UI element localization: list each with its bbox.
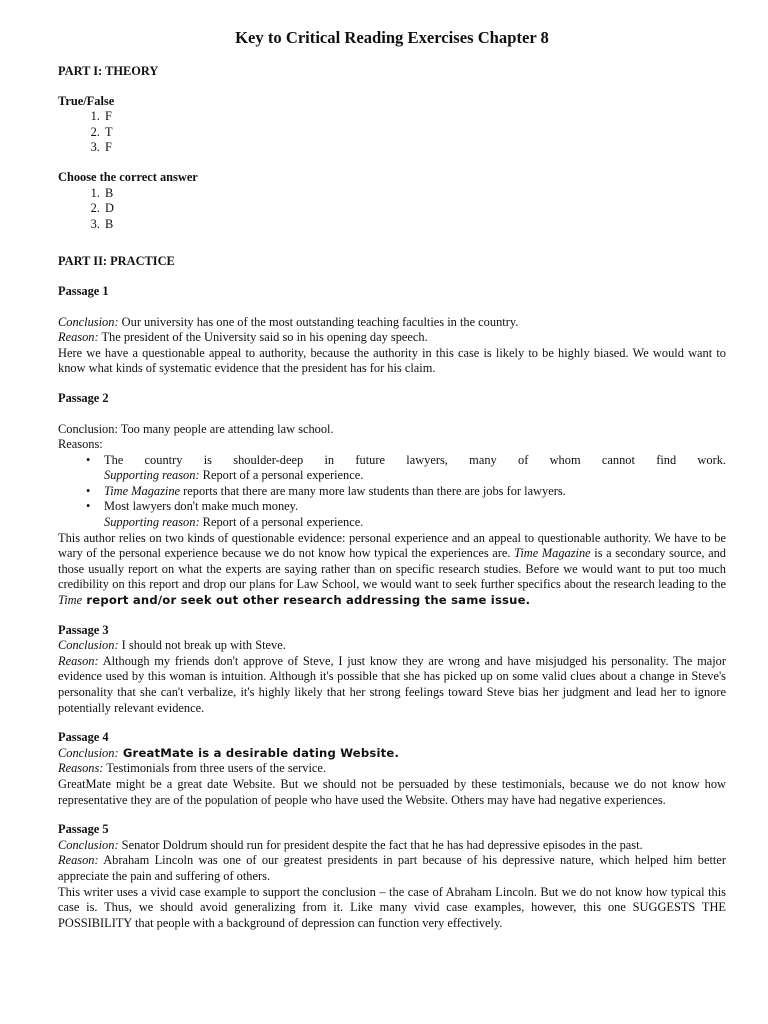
passage1-body: Here we have a questionable appeal to authority, because the authority in this case is likely to be highly biased. We would want to know what kinds of systematic evidence that the president has for his claim. xyxy=(58,345,726,376)
reason-text: The president of the University said so in his opening day speech. xyxy=(98,330,428,345)
tf-answer-2: 2. T xyxy=(103,125,726,141)
conclusion-text: Our university has one of the most outstanding teaching faculties in the country. xyxy=(118,314,519,329)
passage5-reason xyxy=(58,853,726,884)
passage1-heading: Passage 1 xyxy=(58,283,109,298)
passage5-heading: Passage 5 xyxy=(58,822,109,837)
tf-answer-1: 1. F xyxy=(103,109,726,125)
supporting-reason xyxy=(104,515,726,531)
magazine-name: Time Magazine xyxy=(514,546,591,561)
supporting-reason-label: Supporting reason: xyxy=(104,468,200,483)
passage3-heading: Passage 3 xyxy=(58,622,109,637)
passage4-reasons xyxy=(58,761,726,777)
magazine-name: Time xyxy=(58,593,83,608)
bullet-icon: • xyxy=(86,483,91,498)
reason-text: Although my friends don't approve of Steve, I just know they are wrong and have misjudged his personality. The major evidence used by this woman is intuition. Although it's possible that she has picked up on some valid clues about a change in Steve's personality that she can't verbalize, it's highly likely that her strong feelings toward Steve bias her judgment and lead her to ignore potentially relevant evidence. xyxy=(58,653,726,715)
conclusion-label: Conclusion: xyxy=(58,314,119,329)
body-text: is a secondary source, and those usually report on what the experts are saying rather than on specific research studies. Before we would want to put too much credibility on this report and drop our plans for Law School, we would want to seek further specifics about the research leading to the xyxy=(58,546,726,592)
body-text: This author relies on two kinds of questionable evidence: personal experience and an appeal to questionable authority. We have to be wary of the personal experience because we do not know how typical the experiences are. xyxy=(58,530,726,561)
passage3-conclusion xyxy=(58,638,726,654)
supporting-reason-text: Report of a personal experience. xyxy=(199,515,364,530)
passage2-reasons-label: Reasons: xyxy=(58,437,103,452)
passage2-reasons-list xyxy=(58,453,726,531)
part2-heading: PART II: PRACTICE xyxy=(58,254,175,269)
reason-text: Most lawyers don't make much money. xyxy=(104,499,299,514)
multiple-choice-answers xyxy=(58,186,726,233)
list-item xyxy=(86,499,726,530)
passage2-body xyxy=(58,531,726,609)
mc-answer-2: 2. D xyxy=(103,201,726,217)
conclusion-label: Conclusion: xyxy=(58,638,119,653)
list-item xyxy=(86,483,726,500)
conclusion-label: Conclusion: xyxy=(58,745,119,760)
document-page xyxy=(58,24,726,931)
passage4-heading: Passage 4 xyxy=(58,730,109,745)
tf-answer-3: 3. F xyxy=(103,140,726,156)
passage3-reason xyxy=(58,654,726,716)
reason-text: Abraham Lincoln was one of our greatest presidents in part because of his depressive nature, which helped him better appreciate the pain and suffering of others. xyxy=(58,853,726,883)
conclusion-text: Senator Doldrum should run for president despite the fact that he has had depressive episodes in the past. xyxy=(118,837,643,852)
passage4-body: GreatMate might be a great date Website. But we should not be persuaded by these testimonials, because we do not know how representative they are of the population of people who have used the Website. Others may have had negative experiences. xyxy=(58,776,726,807)
true-false-answers xyxy=(58,109,726,156)
document-title: Key to Critical Reading Exercises Chapter 8 xyxy=(235,28,549,47)
bullet-icon: • xyxy=(86,499,91,514)
mc-answer-3: 3. B xyxy=(103,217,726,233)
mc-answer-1: 1. B xyxy=(103,186,726,202)
true-false-heading: True/False xyxy=(58,93,115,108)
passage2-heading: Passage 2 xyxy=(58,390,109,405)
passage4-conclusion xyxy=(58,746,726,762)
reason-label: Reason: xyxy=(58,853,99,868)
conclusion-text: I should not break up with Steve. xyxy=(118,638,286,653)
reason-text: reports that there are many more law students than there are jobs for lawyers. xyxy=(180,483,566,498)
passage2-conclusion: Conclusion: Too many people are attending law school. xyxy=(58,421,334,436)
supporting-reason-text: Report of a personal experience. xyxy=(199,468,364,483)
supporting-reason-label: Supporting reason: xyxy=(104,515,200,530)
reason-label: Reason: xyxy=(58,653,99,668)
passage5-conclusion xyxy=(58,838,726,854)
reason-text: The country is shoulder-deep in future lawyers, many of whom cannot find work. xyxy=(104,452,726,467)
reason-label: Reason: xyxy=(58,330,99,345)
conclusion-text: GreatMate is a desirable dating Website. xyxy=(118,745,400,760)
bullet-icon: • xyxy=(86,452,91,467)
list-item xyxy=(86,452,726,484)
reasons-label: Reasons: xyxy=(58,761,104,776)
supporting-reason xyxy=(104,468,726,484)
part1-heading: PART I: THEORY xyxy=(58,64,159,78)
passage1-reason xyxy=(58,330,726,346)
passage5-body: This writer uses a vivid case example to support the conclusion – the case of Abraham Lincoln. But we do not know how typical this case is. Thus, we should avoid generalizing from it. Like many vivid case examples, however, this one SUGGESTS THE POSSIBILITY that people with a background of depression can function very effectively. xyxy=(58,884,726,930)
magazine-name: Time Magazine xyxy=(104,483,181,498)
reasons-text: Testimonials from three users of the service. xyxy=(103,761,326,776)
conclusion-label: Conclusion: xyxy=(58,837,119,852)
passage1-conclusion xyxy=(58,315,726,331)
multiple-choice-heading: Choose the correct answer xyxy=(58,169,198,184)
body-text-sans: report and/or seek out other research addressing the same issue. xyxy=(82,593,531,608)
